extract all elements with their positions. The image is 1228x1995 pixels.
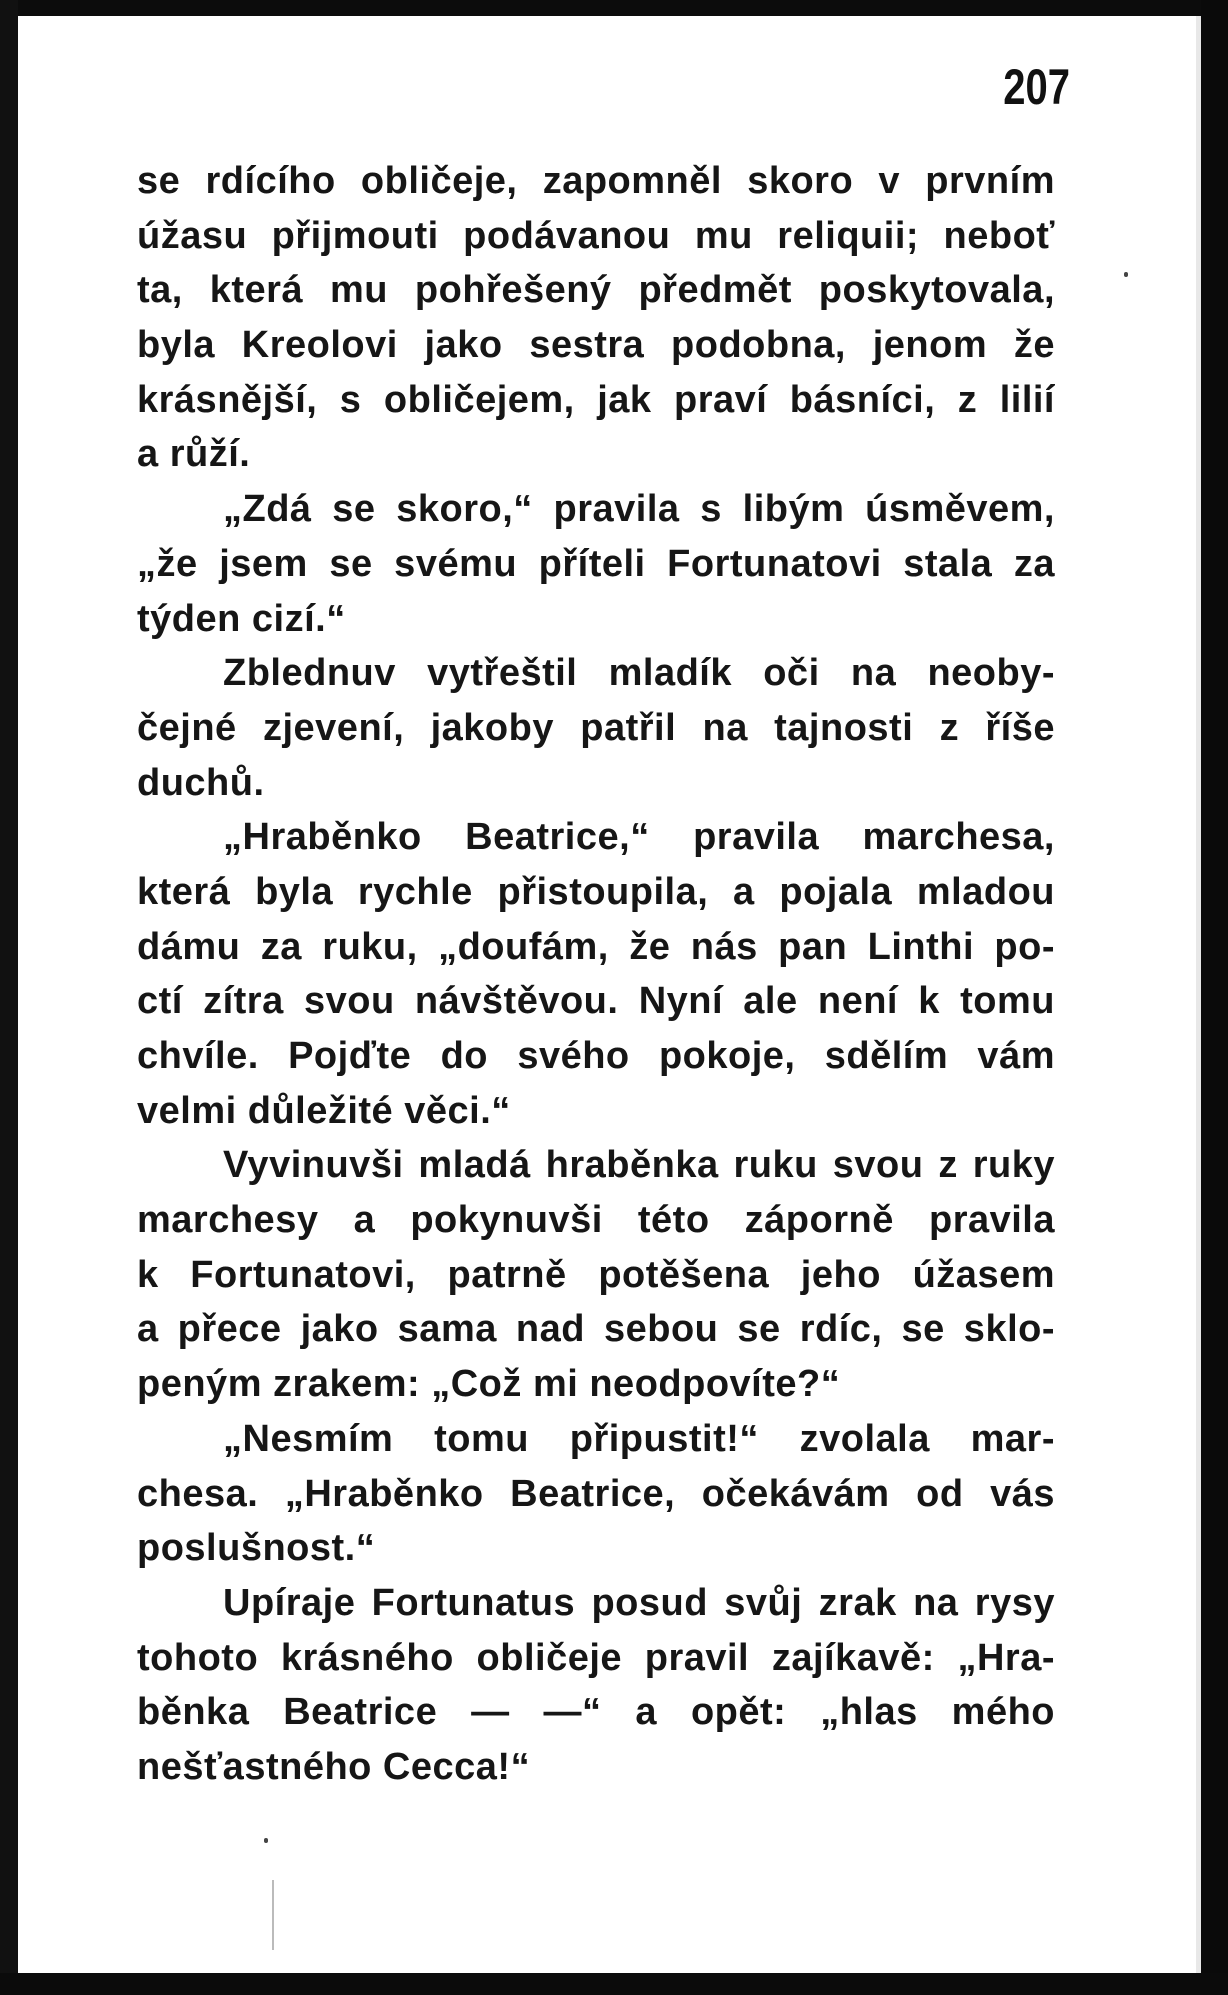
- text-line: ta, která mu pohřešený předmět poskytovala,: [137, 269, 1055, 312]
- text-line: marchesy a pokynuvši této záporně pravila: [137, 1199, 1055, 1242]
- text-line: dámu za ruku, „doufám, že nás pan Linthi po-: [137, 925, 1055, 968]
- text-line: a růží.: [137, 433, 251, 476]
- text-line: k Fortunatovi, patrně potěšena jeho úžasem: [137, 1253, 1055, 1296]
- text-line: „Zdá se skoro,“ pravila s libým úsměvem,: [223, 488, 1055, 531]
- text-line: která byla rychle přistoupila, a pojala mladou: [137, 870, 1055, 913]
- text-line: „že jsem se svému příteli Fortunatovi stala za: [137, 542, 1055, 585]
- scan-border-left: [0, 0, 18, 1995]
- text-line: Vyvinuvši mladá hraběnka ruku svou z ruky: [223, 1144, 1055, 1187]
- text-line: se rdícího obličeje, zapomněl skoro v prvním: [137, 160, 1055, 202]
- scan-border-bottom: [0, 1973, 1228, 1995]
- scan-border-top: [0, 0, 1228, 16]
- text-line: tohoto krásného obličeje pravil zajíkavě: „Hra-: [137, 1636, 1055, 1679]
- text-line: velmi důležité věci.“: [137, 1089, 511, 1132]
- text-line: peným zrakem: „Což mi neodpovíte?“: [137, 1363, 841, 1406]
- text-line: úžasu přijmouti podávanou mu reliquii; neboť: [137, 214, 1055, 257]
- page-edge-shadow: [1196, 16, 1201, 1973]
- text-line: byla Kreolovi jako sestra podobna, jenom že: [137, 324, 1055, 367]
- text-line: Zblednuv vytřeštil mladík oči na neoby-: [223, 652, 1055, 695]
- body-text: [137, 154, 1055, 1795]
- scan-border-right: [1201, 0, 1228, 1995]
- dust-speck: [264, 1838, 268, 1843]
- text-line: „Nesmím tomu připustit!“ zvolala mar-: [223, 1417, 1055, 1460]
- text-line: nešťastného Cecca!“: [137, 1745, 531, 1788]
- text-line: ctí zítra svou návštěvou. Nyní ale není k tomu: [137, 980, 1055, 1023]
- text-line: běnka Beatrice — —“ a opět: „hlas mého: [137, 1691, 1055, 1734]
- text-line: duchů.: [137, 761, 265, 804]
- text-line: Upíraje Fortunatus posud svůj zrak na rysy: [223, 1581, 1055, 1624]
- page-number: 207: [1003, 59, 1070, 115]
- text-line: a přece jako sama nad sebou se rdíc, se sklo-: [137, 1308, 1055, 1351]
- text-line: chesa. „Hraběnko Beatrice, očekávám od vás: [137, 1472, 1055, 1515]
- text-line: poslušnost.“: [137, 1527, 376, 1570]
- text-line: týden cizí.“: [137, 597, 346, 640]
- dust-speck: [1124, 272, 1128, 277]
- text-line: „Hraběnko Beatrice,“ pravila marchesa,: [223, 816, 1055, 859]
- text-line: chvíle. Pojďte do svého pokoje, sdělím vám: [137, 1035, 1055, 1077]
- scan-scratch: [272, 1880, 274, 1950]
- text-line: krásnější, s obličejem, jak praví básníci, z lilií: [137, 378, 1055, 421]
- text-line: čejné zjevení, jakoby patřil na tajnosti z říše: [137, 706, 1055, 749]
